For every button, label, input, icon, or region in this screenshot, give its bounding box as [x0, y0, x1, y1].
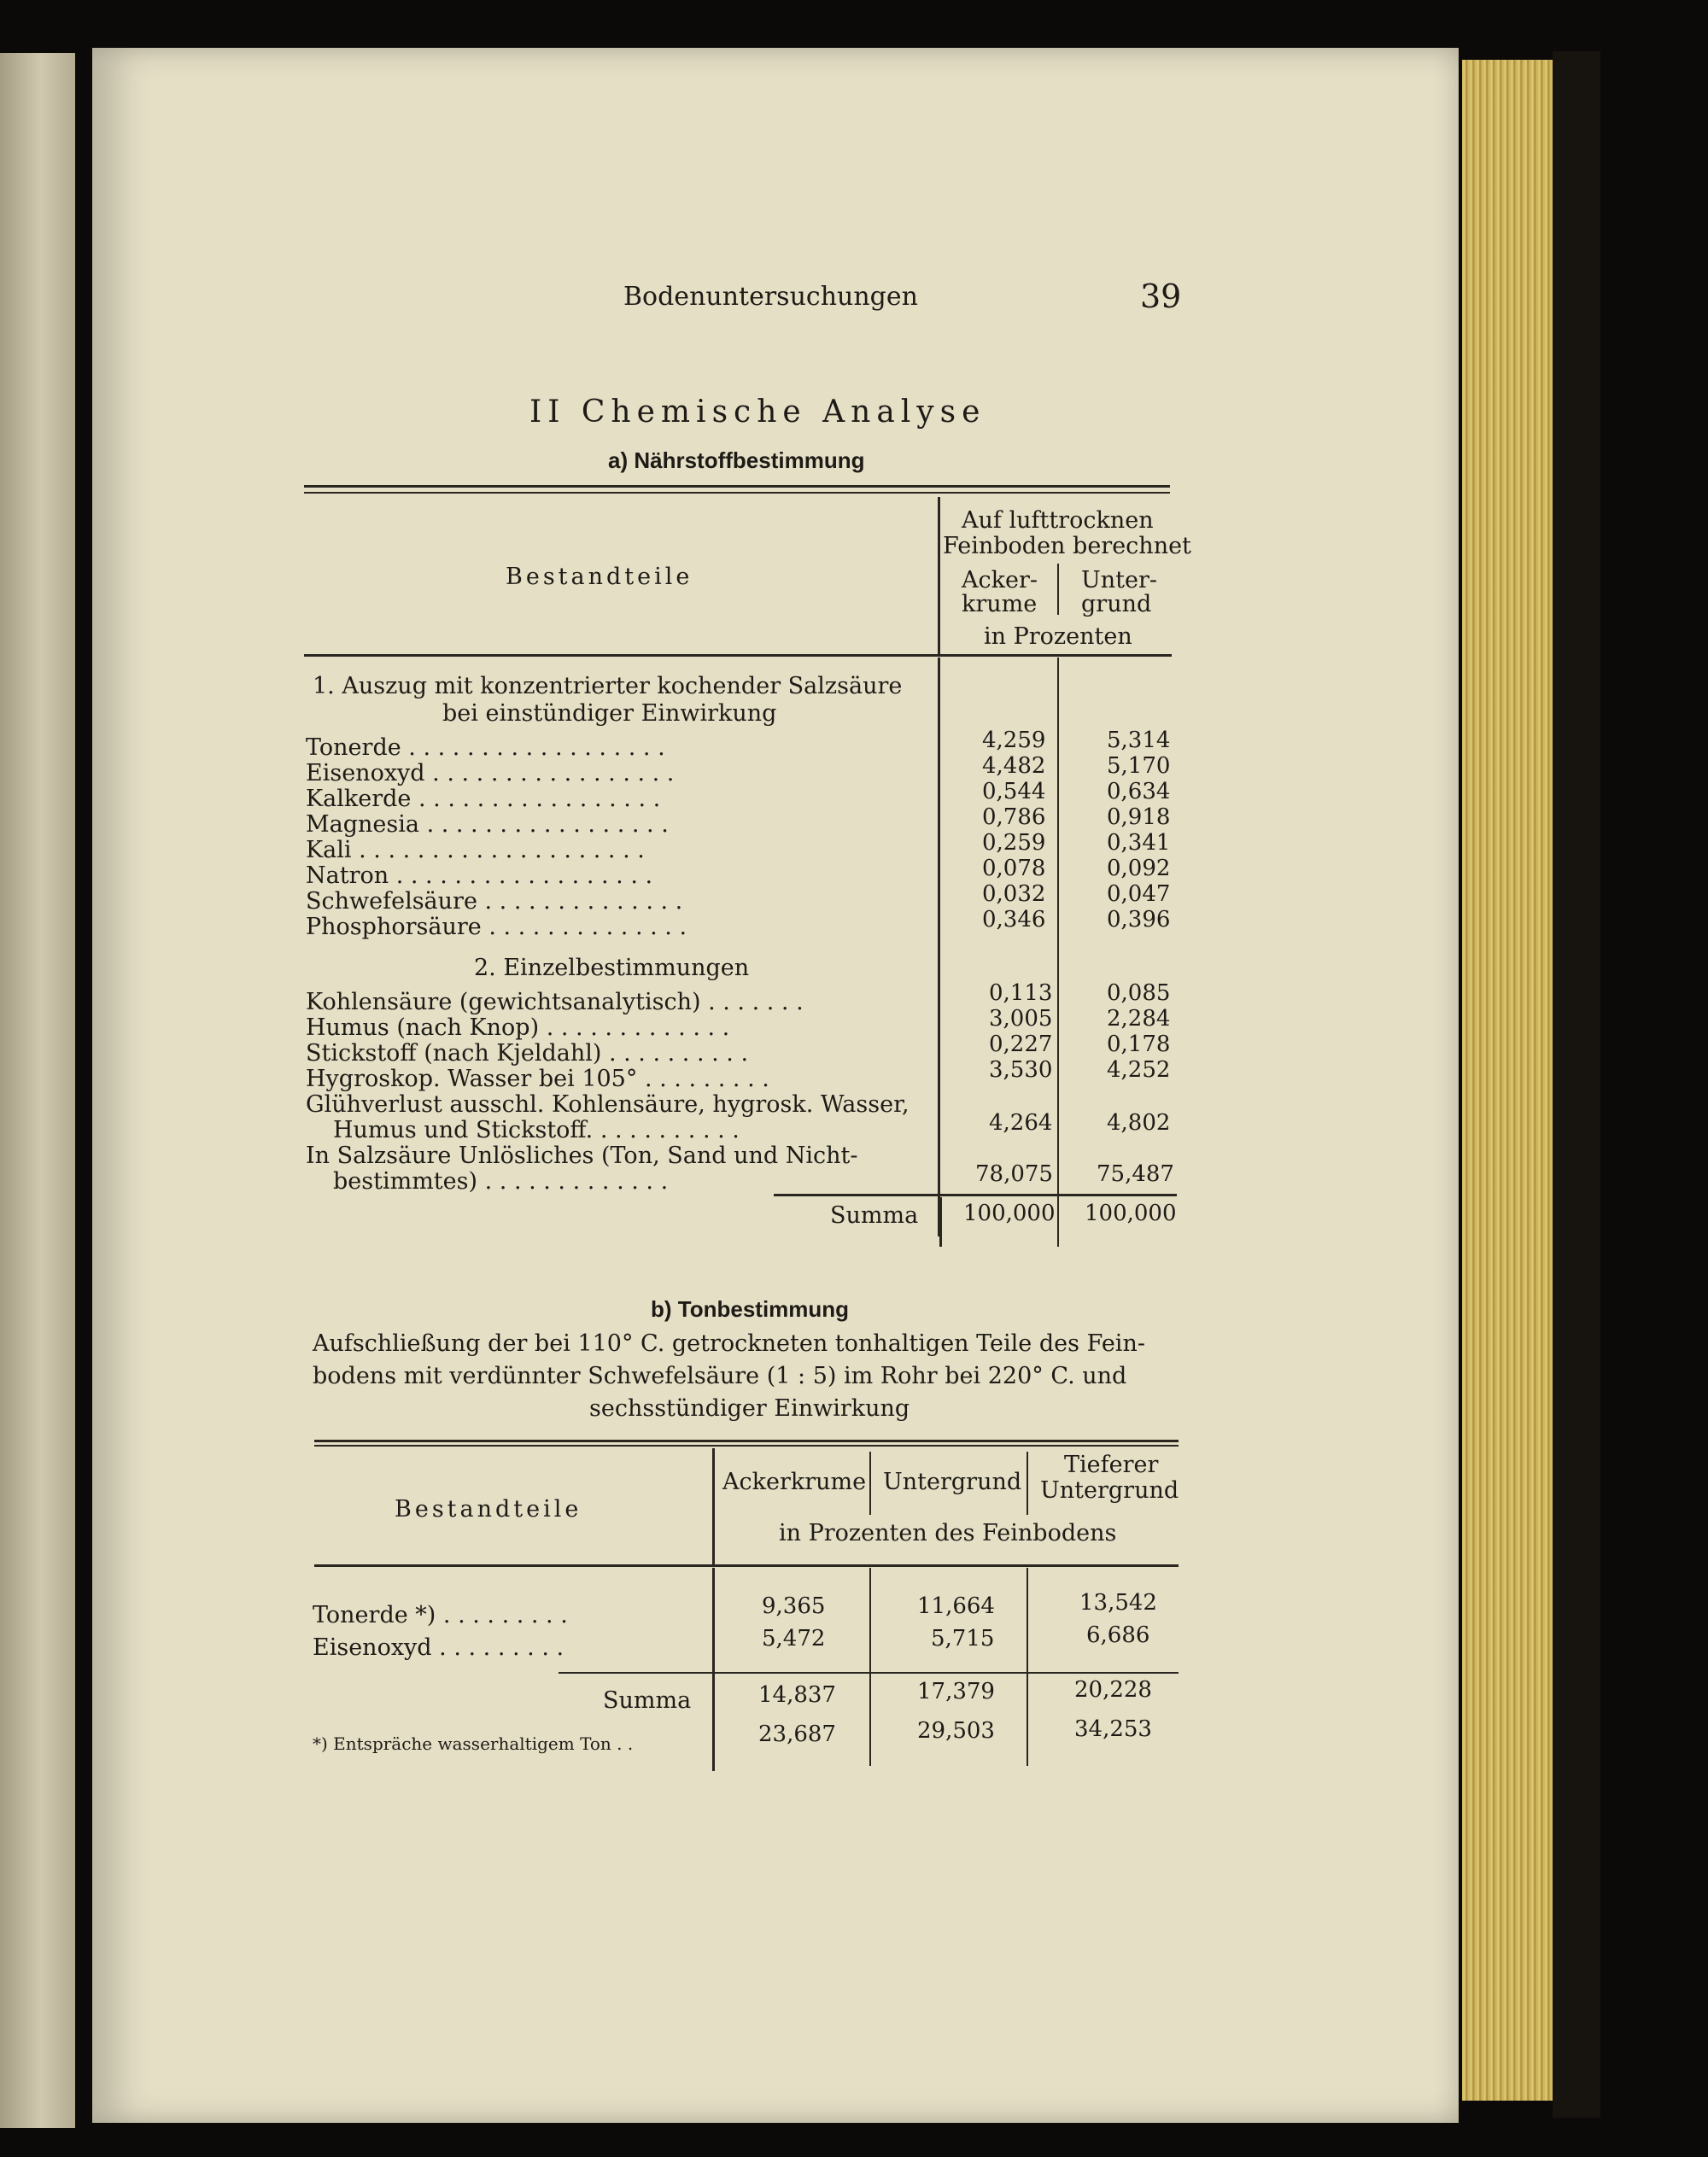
table-cell: 4,482: [982, 753, 1046, 779]
table-cell: 11,664: [917, 1593, 995, 1619]
table-a-header-divider: [938, 497, 940, 654]
table-b-col-divider-4: [1027, 1568, 1028, 1766]
table-cell: 3,005: [989, 1006, 1053, 1032]
table-a-unit: in Prozenten: [984, 623, 1132, 650]
table-a-summa-label: Summa: [830, 1202, 919, 1229]
table-cell: 6,686: [1086, 1622, 1150, 1648]
table-cell: 3,530: [989, 1057, 1053, 1083]
table-b-col3-head-b: Untergrund: [1040, 1477, 1179, 1504]
table-row-label: Schwefelsäure . . . . . . . . . . . . . .: [306, 888, 683, 915]
table-a-col2-head-a: Unter-: [1081, 567, 1158, 593]
page-number: 39: [1140, 278, 1182, 315]
group1-title-2: bei einstündiger Einwirkung: [442, 700, 777, 727]
book-page: [92, 48, 1459, 2123]
table-a-value-divider: [1057, 658, 1059, 1247]
table-a-col2-head-b: grund: [1081, 591, 1152, 617]
table-row-label: bestimmtes) . . . . . . . . . . . . .: [333, 1168, 669, 1195]
table-cell: 4,264: [989, 1110, 1053, 1136]
subtitle-tonbestimmung: b) Tonbestimmung: [651, 1296, 850, 1322]
table-cell: 17,379: [917, 1679, 995, 1704]
running-title: Bodenuntersuchungen: [623, 282, 918, 312]
table-row-label: Stickstoff (nach Kjeldahl) . . . . . . . . . .: [306, 1040, 749, 1067]
table-a-col1-head-a: Acker-: [962, 567, 1038, 593]
table-cell: 100,000: [963, 1201, 1056, 1226]
table-b-header-rule: [314, 1564, 1179, 1567]
group2-title: 2. Einzelbestimmungen: [474, 955, 750, 981]
table-b-col-divider-1: [869, 1452, 871, 1515]
gilt-page-edges: [1462, 60, 1553, 2101]
table-cell: 13,542: [1079, 1590, 1157, 1616]
table-b-col3-head-a: Tieferer: [1064, 1452, 1159, 1478]
table-cell: 0,032: [982, 881, 1046, 907]
table-cell: 0,085: [1107, 980, 1171, 1006]
table-cell: 0,227: [989, 1032, 1053, 1057]
table-a-col1-head-b: krume: [962, 591, 1038, 617]
table-a-summa-rule: [774, 1194, 1177, 1196]
intro-line-3: sechsstündiger Einwirkung: [589, 1395, 910, 1422]
table-row-label: Magnesia . . . . . . . . . . . . . . . . .: [306, 811, 669, 838]
table-row-label: Kali . . . . . . . . . . . . . . . . . . . .: [306, 837, 645, 863]
table-cell: 0,396: [1107, 907, 1171, 932]
table-row-label: Humus und Stickstoff. . . . . . . . . . .: [333, 1117, 740, 1143]
table-cell: 0,346: [982, 907, 1046, 932]
table-b-col-divider-2: [1027, 1452, 1028, 1515]
intro-line-1: Aufschließung der bei 110° C. getrockneten tonhaltigen Teile des Fein-: [313, 1330, 1145, 1357]
table-row-label: Kohlensäure (gewichtsanalytisch) . . . . . . .: [306, 989, 804, 1015]
table-cell: 0,341: [1107, 830, 1171, 856]
intro-line-2: bodens mit verdünnter Schwefelsäure (1 : 5) im Rohr bei 220° C. und: [313, 1363, 1127, 1389]
table-cell: 0,544: [982, 779, 1046, 804]
table-cell: 0,113: [989, 980, 1053, 1006]
table-cell: 5,314: [1107, 728, 1171, 753]
table-row-label: Glühverlust ausschl. Kohlensäure, hygrosk. Wasser,: [306, 1091, 910, 1118]
table-cell: 9,365: [762, 1593, 826, 1619]
table-b-top-rule: [314, 1440, 1179, 1442]
table-b-top-rule-2: [314, 1445, 1179, 1447]
table-a-top-rule: [304, 485, 1170, 488]
section-title: II Chemische Analyse: [529, 395, 986, 430]
table-row-label: Eisenoxyd . . . . . . . . . . . . . . . . .: [306, 760, 675, 786]
table-cell: 29,503: [917, 1718, 995, 1744]
table-cell: 4,802: [1107, 1110, 1171, 1136]
table-cell: 0,918: [1107, 804, 1171, 830]
table-a-summa-divider: [939, 1197, 942, 1247]
table-cell: 5,472: [762, 1626, 826, 1651]
table-row-label: Hygroskop. Wasser bei 105° . . . . . . . . .: [306, 1066, 769, 1092]
table-a-subheader-divider: [1057, 564, 1059, 615]
table-row-label: Tonerde . . . . . . . . . . . . . . . . . .: [306, 734, 665, 761]
table-a-group-head-2: Feinboden berechnet: [943, 533, 1191, 559]
table-cell: 4,259: [982, 728, 1046, 753]
table-row-label: Tonerde *) . . . . . . . . .: [313, 1602, 568, 1628]
table-b-col1-head: Ackerkrume: [722, 1469, 867, 1495]
subtitle-naehrstoff: a) Nährstoffbestimmung: [608, 447, 865, 473]
table-row-label: In Salzsäure Unlösliches (Ton, Sand und Nicht-: [306, 1143, 858, 1169]
table-b-col2-head: Untergrund: [883, 1469, 1022, 1495]
table-b-col-divider-3: [869, 1568, 871, 1766]
table-b-label-divider-head: [712, 1448, 715, 1564]
table-b-summa-label: Summa: [603, 1687, 692, 1714]
table-cell: 0,178: [1107, 1032, 1171, 1057]
table-row-label: Phosphorsäure . . . . . . . . . . . . . .: [306, 914, 687, 940]
table-a-label-divider: [938, 658, 940, 1236]
table-row-label: Kalkerde . . . . . . . . . . . . . . . . .: [306, 786, 661, 812]
table-a-top-rule-2: [304, 492, 1170, 494]
table-cell: 0,078: [982, 856, 1046, 881]
table-cell: 23,687: [758, 1722, 836, 1747]
table-row-label: Natron . . . . . . . . . . . . . . . . . .: [306, 862, 653, 889]
table-cell: 5,715: [931, 1626, 995, 1651]
table-cell: 78,075: [975, 1161, 1053, 1187]
table-cell: 34,253: [1074, 1716, 1152, 1742]
footnote-label: *) Entspräche wasserhaltigem Ton . .: [313, 1733, 634, 1754]
table-row-label: Eisenoxyd . . . . . . . . .: [313, 1634, 564, 1661]
table-cell: 75,487: [1097, 1161, 1174, 1187]
table-cell: 4,252: [1107, 1057, 1171, 1083]
table-cell: 14,837: [758, 1682, 836, 1708]
table-b-summa-rule: [559, 1672, 1179, 1674]
left-page-edge: [0, 53, 75, 2128]
table-a-group-head-1: Auf lufttrocknen: [962, 507, 1154, 534]
table-cell: 5,170: [1107, 753, 1171, 779]
table-cell: 0,259: [982, 830, 1046, 856]
table-cell: 0,047: [1107, 881, 1171, 907]
table-cell: 100,000: [1085, 1201, 1177, 1226]
table-b-unit: in Prozenten des Feinbodens: [779, 1520, 1117, 1546]
table-a-header-rule: [304, 654, 1172, 657]
table-cell: 0,634: [1107, 779, 1171, 804]
table-b-label-divider: [712, 1568, 715, 1771]
table-cell: 20,228: [1074, 1677, 1152, 1703]
table-cell: 2,284: [1107, 1006, 1171, 1032]
table-a-col-label: Bestandteile: [506, 564, 693, 590]
book-cover-edge: [1553, 51, 1600, 2118]
table-cell: 0,092: [1107, 856, 1171, 881]
table-cell: 0,786: [982, 804, 1046, 830]
table-row-label: Humus (nach Knop) . . . . . . . . . . . . .: [306, 1014, 730, 1041]
table-b-col-label: Bestandteile: [395, 1496, 582, 1523]
group1-title-1: 1. Auszug mit konzentrierter kochender Salzsäure: [313, 673, 903, 699]
